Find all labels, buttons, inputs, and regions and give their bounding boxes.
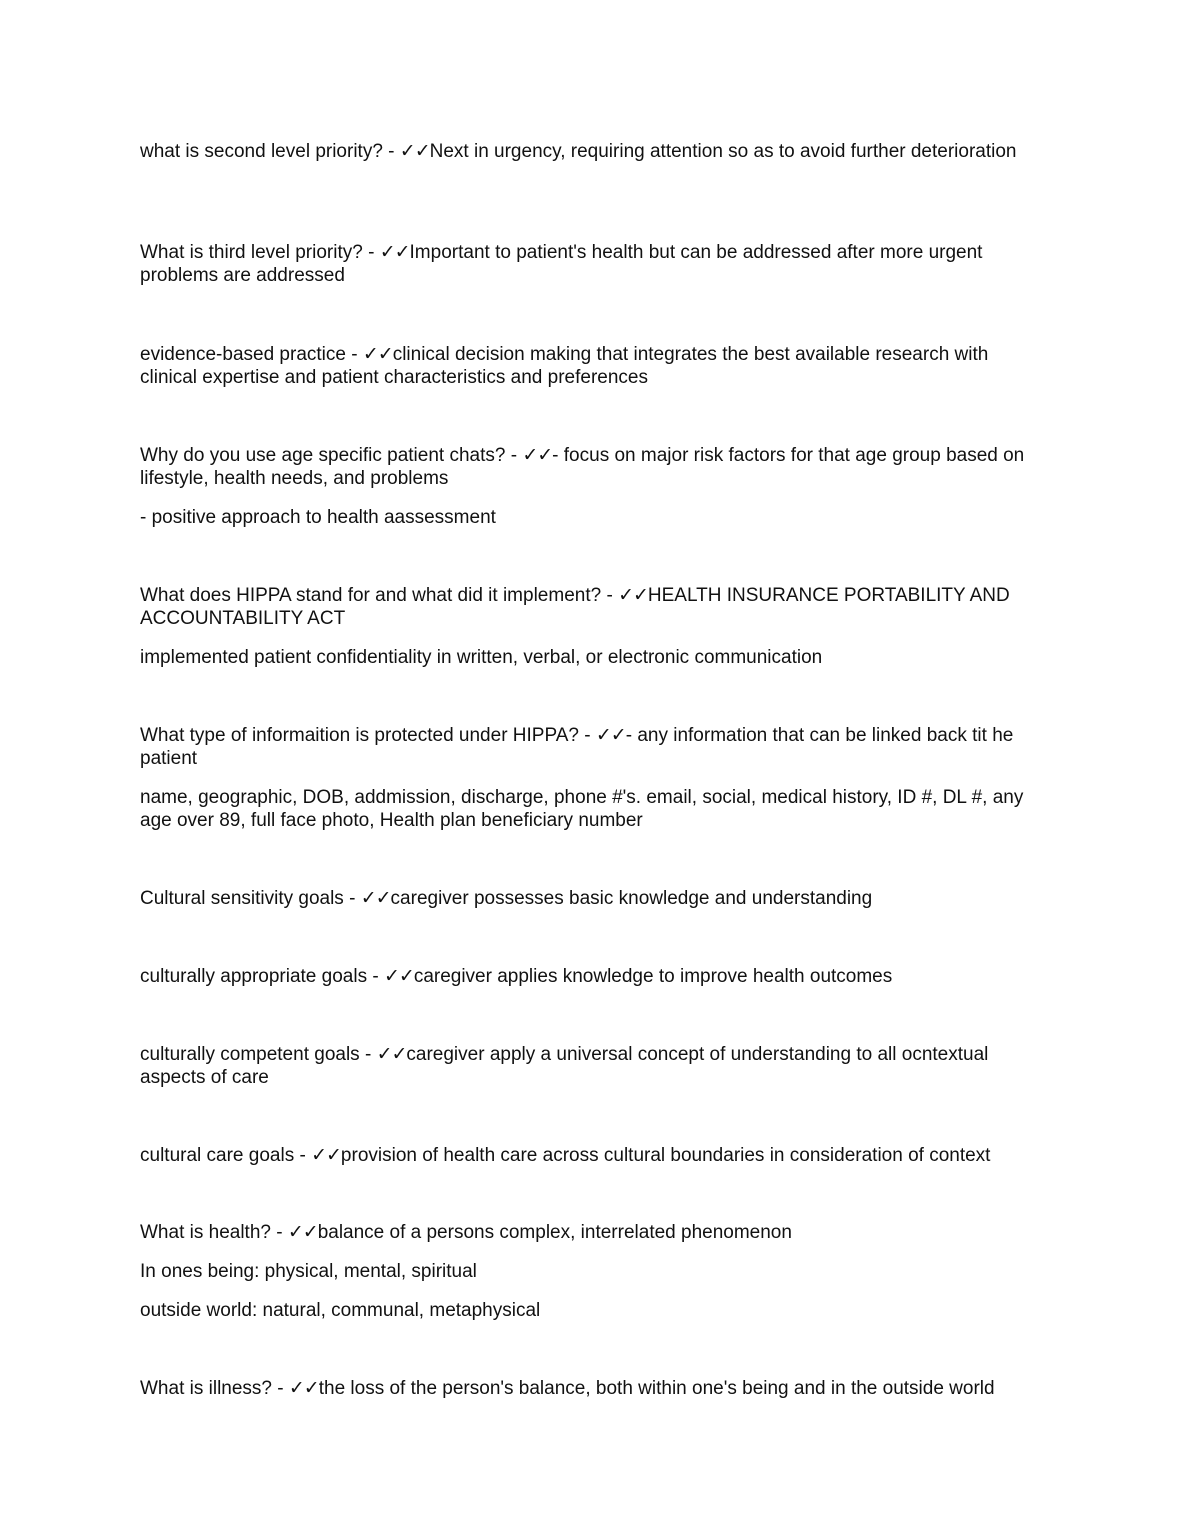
answer-text: caregiver applies knowledge to improve health outcomes (413, 966, 893, 987)
question-text: evidence-based practice - (140, 344, 363, 365)
qa-line (140, 241, 1050, 287)
qa-line (140, 584, 1050, 630)
qa-entry-age-specific-charts (140, 444, 1050, 529)
double-check-icon: ✓✓ (362, 343, 393, 365)
double-check-icon: ✓✓ (399, 140, 430, 162)
question-text: culturally competent goals - (140, 1044, 377, 1065)
answer-text: Important to patient's health but can be addressed after more urgent problems are addressed (140, 242, 983, 286)
answer-text: balance of a persons complex, interrelated phenomenon (317, 1222, 792, 1243)
question-text: Why do you use age specific patient chats? - (140, 445, 523, 466)
qa-line (140, 1377, 1050, 1400)
answer-text: the loss of the person's balance, both within one's being and in the outside world (318, 1378, 995, 1399)
double-check-icon: ✓✓ (379, 241, 410, 263)
double-check-icon: ✓✓ (376, 1043, 407, 1065)
qa-entry-evidence-based-practice (140, 343, 1050, 389)
qa-line (140, 965, 1050, 988)
question-text: What is third level priority? - (140, 242, 380, 263)
answer-continuation: name, geographic, DOB, addmission, discharge, phone #'s. email, social, medical history, ID #, DL #, any age over 89, full face photo, Health plan beneficiary number (140, 787, 1024, 831)
answer-text: caregiver apply a universal concept of understanding to all ocntextual aspects of care (140, 1044, 989, 1088)
double-check-icon: ✓✓ (522, 444, 553, 466)
question-text: Cultural sensitivity goals - (140, 888, 361, 909)
qa-line (140, 887, 1050, 910)
qa-entry-culturally-appropriate (140, 965, 1050, 988)
answer-continuation: - positive approach to health aassessment (140, 507, 496, 528)
double-check-icon: ✓✓ (383, 965, 414, 987)
qa-entry-second-level-priority (140, 140, 1050, 163)
qa-entry-cultural-sensitivity (140, 887, 1050, 910)
qa-line (140, 1144, 1050, 1167)
qa-line (140, 140, 1050, 163)
question-text: what is second level priority? - (140, 141, 400, 162)
answer-text: - focus on major risk factors for that age group based on lifestyle, health needs, and problems (140, 445, 1025, 489)
answer-text: caregiver possesses basic knowledge and understanding (390, 888, 873, 909)
qa-entry-hippa-definition (140, 584, 1050, 669)
qa-line (140, 444, 1050, 490)
answer-text: - any information that can be linked back tit he patient (140, 725, 1014, 769)
qa-entry-third-level-priority (140, 241, 1050, 287)
qa-line (140, 724, 1050, 770)
answer-text: clinical decision making that integrates the best available research with clinical expertise and patient characteristics and preferences (140, 344, 989, 388)
double-check-icon: ✓✓ (618, 584, 648, 606)
qa-entry-health (140, 1221, 1050, 1322)
double-check-icon: ✓✓ (360, 887, 391, 909)
answer-text: provision of health care across cultural boundaries in consideration of context (340, 1145, 991, 1166)
qa-entry-illness (140, 1377, 1050, 1400)
qa-line (140, 1043, 1050, 1089)
question-text: What does HIPPA stand for and what did it implement? - (140, 585, 619, 606)
answer-text: HEALTH INSURANCE PORTABILITY AND ACCOUNTABILITY ACT (140, 585, 1010, 629)
qa-entry-cultural-care (140, 1144, 1050, 1167)
qa-line (140, 343, 1050, 389)
answer-continuation: In ones being: physical, mental, spiritual (140, 1261, 477, 1282)
question-text: What is illness? - (140, 1378, 289, 1399)
double-check-icon: ✓✓ (288, 1377, 319, 1399)
double-check-icon: ✓✓ (595, 724, 626, 746)
double-check-icon: ✓✓ (287, 1221, 318, 1243)
question-text: cultural care goals - (140, 1145, 312, 1166)
qa-entry-culturally-competent (140, 1043, 1050, 1089)
question-text: culturally appropriate goals - (140, 966, 384, 987)
double-check-icon: ✓✓ (311, 1144, 341, 1166)
qa-entry-hippa-protected-info (140, 724, 1050, 832)
answer-text: Next in urgency, requiring attention so as to avoid further deterioration (429, 141, 1017, 162)
question-text: What is health? - (140, 1222, 288, 1243)
answer-continuation: implemented patient confidentiality in written, verbal, or electronic communication (140, 647, 823, 668)
question-text: What type of informaition is protected under HIPPA? - (140, 725, 596, 746)
answer-continuation: outside world: natural, communal, metaphysical (140, 1300, 541, 1321)
qa-line (140, 1221, 1050, 1244)
